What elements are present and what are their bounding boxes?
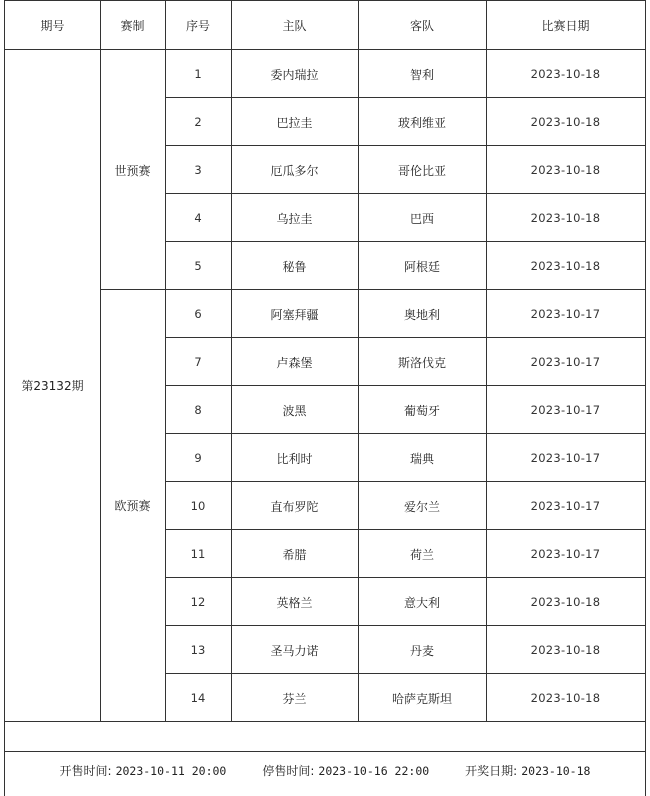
row-away-team: 哈萨克斯坦 [391,691,452,706]
grid-line-horizontal [165,337,646,338]
draw-date [465,762,590,779]
row-home-team: 英格兰 [276,595,313,610]
period-cell: 第23132期 [21,378,84,393]
row-home-team: 巴拉圭 [276,115,313,130]
row-index: 8 [194,403,202,417]
row-index: 5 [194,259,202,273]
group-wc-qualifiers: 世预赛 [114,163,151,178]
grid-line-horizontal [165,481,646,482]
group-euro-qualifiers: 欧预赛 [114,498,151,513]
row-match-date: 2023-10-17 [530,403,601,417]
row-match-date: 2023-10-17 [530,499,601,513]
row-away-team: 奥地利 [403,307,440,322]
row-match-date: 2023-10-17 [530,355,601,369]
grid-line-horizontal [165,241,646,242]
row-index: 10 [190,499,206,513]
row-away-team: 智利 [409,67,434,82]
row-match-date: 2023-10-18 [530,259,601,273]
sale-info-footer [5,751,645,789]
row-away-team: 荷兰 [409,547,434,562]
row-home-team: 芬兰 [282,691,307,706]
header-competition: 赛制 [120,18,145,33]
row-match-date: 2023-10-17 [530,307,601,321]
grid-line-horizontal [100,289,646,290]
row-index: 1 [194,67,202,81]
row-away-team: 玻利维亚 [397,115,446,130]
row-match-date: 2023-10-18 [530,595,601,609]
row-index: 13 [190,643,206,657]
row-index: 7 [194,355,202,369]
sale-start-value: 2023-10-11 20:00 [115,763,227,778]
row-index: 6 [194,307,202,321]
row-away-team: 葡萄牙 [403,403,440,418]
row-away-team: 巴西 [409,211,434,226]
grid-line-vertical [645,0,646,796]
header-match-date: 比赛日期 [541,18,590,33]
header-home-team: 主队 [282,18,307,33]
row-match-date: 2023-10-17 [530,547,601,561]
grid-line-vertical [4,0,5,796]
row-away-team: 丹麦 [409,643,434,658]
draw-date-value: 2023-10-18 [521,763,591,778]
row-home-team: 比利时 [276,451,313,466]
row-index: 2 [194,115,202,129]
grid-line-vertical [486,0,487,722]
row-match-date: 2023-10-17 [530,451,601,465]
grid-line-horizontal [165,577,646,578]
row-home-team: 阿塞拜疆 [270,307,319,322]
grid-line-vertical [231,0,232,722]
row-index: 4 [194,211,202,225]
sale-stop-label: 停售时间: [262,763,315,778]
grid-line-vertical [165,0,166,722]
sale-stop-value: 2023-10-16 22:00 [318,763,430,778]
draw-date-label: 开奖日期: [465,763,518,778]
row-index: 11 [190,547,206,561]
row-away-team: 哥伦比亚 [397,163,446,178]
row-home-team: 圣马力诺 [270,643,319,658]
grid-line-horizontal [165,145,646,146]
grid-line-horizontal [165,529,646,530]
row-match-date: 2023-10-18 [530,115,601,129]
row-index: 12 [190,595,206,609]
row-home-team: 卢森堡 [276,355,313,370]
header-period: 期号 [40,18,65,33]
grid-line-horizontal [165,385,646,386]
sale-start-label: 开售时间: [59,763,112,778]
grid-line-horizontal [165,673,646,674]
grid-line-horizontal [165,97,646,98]
header-away-team: 客队 [409,18,434,33]
grid-line-horizontal [165,193,646,194]
sale-stop [262,762,429,779]
row-home-team: 希腊 [282,547,307,562]
row-away-team: 爱尔兰 [403,499,440,514]
row-index: 14 [190,691,206,705]
row-index: 3 [194,163,202,177]
row-match-date: 2023-10-18 [530,691,601,705]
row-home-team: 直布罗陀 [270,499,319,514]
row-home-team: 乌拉圭 [276,211,313,226]
row-away-team: 斯洛伐克 [397,355,446,370]
row-home-team: 厄瓜多尔 [270,163,319,178]
row-match-date: 2023-10-18 [530,163,601,177]
grid-line-vertical [100,0,101,722]
row-away-team: 瑞典 [409,451,434,466]
row-match-date: 2023-10-18 [530,67,601,81]
row-home-team: 波黑 [282,403,307,418]
sale-start [60,762,227,779]
row-away-team: 阿根廷 [403,259,440,274]
row-home-team: 委内瑞拉 [270,67,319,82]
header-index: 序号 [185,18,210,33]
row-index: 9 [194,451,202,465]
grid-line-vertical [358,0,359,722]
grid-line-horizontal [165,433,646,434]
row-match-date: 2023-10-18 [530,643,601,657]
row-match-date: 2023-10-18 [530,211,601,225]
grid-line-horizontal [165,625,646,626]
row-home-team: 秘鲁 [282,259,307,274]
row-away-team: 意大利 [403,595,440,610]
